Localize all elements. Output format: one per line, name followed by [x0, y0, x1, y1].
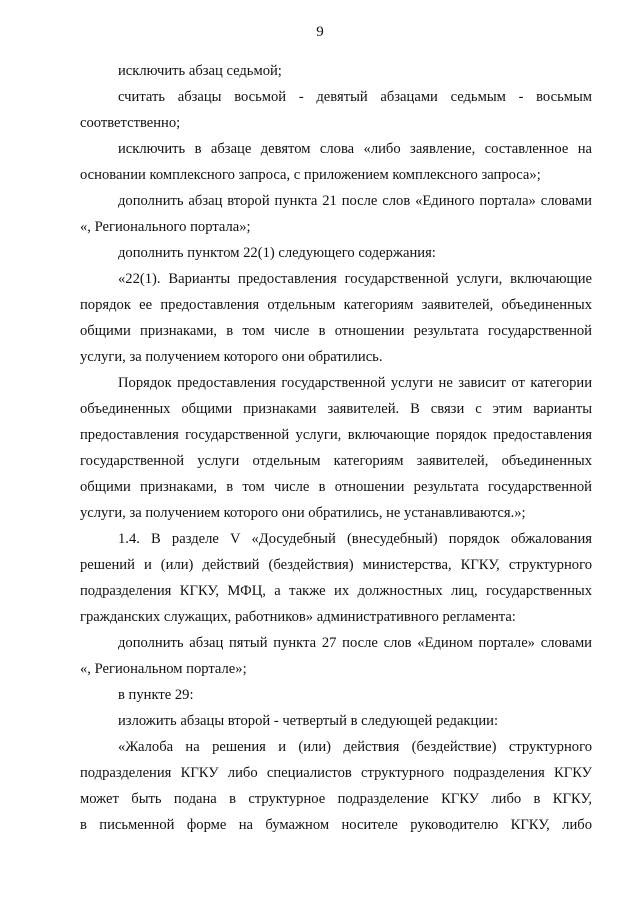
text-line: Порядок предоставления государственной услуги не зависит от категории — [118, 375, 592, 391]
text-line: дополнить абзац второй пункта 21 после слов «Единого портала» словами — [118, 193, 592, 209]
text-line: «22(1). Варианты предоставления государственной услуги, включающие — [118, 271, 592, 287]
text-line: считать абзацы восьмой - девятый абзацами седьмым - восьмым — [118, 89, 592, 105]
text-line: услуги, за получением которого они обратились. — [80, 349, 383, 365]
text-line: может быть подана в структурное подразделение КГКУ либо в КГКУ, — [80, 791, 592, 807]
text-line: предоставления государственной услуги, включающие порядок предоставления — [80, 427, 592, 443]
text-line: в пункте 29: — [118, 687, 194, 703]
text-line: исключить в абзаце девятом слова «либо заявление, составленное на — [118, 141, 592, 157]
text-line: государственной услуги отдельным категориям заявителей, объединенных — [80, 453, 592, 469]
text-line: порядок ее предоставления отдельным категориям заявителей, объединенных — [80, 297, 592, 313]
text-line: основании комплексного запроса, с приложением комплексного запроса»; — [80, 167, 541, 183]
text-line: «Жалоба на решения и (или) действия (бездействие) структурного — [118, 739, 592, 755]
text-line: подразделения КГКУ, МФЦ, а также их должностных лиц, государственных — [80, 583, 592, 599]
text-line: изложить абзацы второй - четвертый в следующей редакции: — [118, 713, 499, 729]
text-line: дополнить абзац пятый пункта 27 после слов «Едином портале» словами — [118, 635, 592, 651]
text-line: решений и (или) действий (бездействия) министерства, КГКУ, структурного — [80, 557, 592, 573]
text-line: «, Региональном портале»; — [80, 661, 247, 677]
text-line: 1.4. В разделе V «Досудебный (внесудебный) порядок обжалования — [118, 531, 592, 547]
text-line: дополнить пунктом 22(1) следующего содержания: — [118, 245, 436, 261]
text-line: объединенных общими признаками заявителей. В связи с этим варианты — [80, 401, 592, 417]
text-line: услуги, за получением которого они обратились, не устанавливаются.»; — [80, 505, 526, 521]
text-line: общими признаками, в том числе в отношении результата государственной — [80, 479, 592, 495]
text-line: соответственно; — [80, 115, 181, 131]
text-line: «, Регионального портала»; — [80, 219, 251, 235]
text-line: общими признаками, в том числе в отношении результата государственной — [80, 323, 592, 339]
page-number: 9 — [316, 24, 324, 40]
text-line: в письменной форме на бумажном носителе руководителю КГКУ, либо — [80, 817, 592, 833]
text-line: гражданских служащих, работников» административного регламента: — [80, 609, 516, 625]
text-line: подразделения КГКУ либо специалистов структурного подразделения КГКУ — [80, 765, 592, 781]
text-line: исключить абзац седьмой; — [118, 63, 282, 79]
